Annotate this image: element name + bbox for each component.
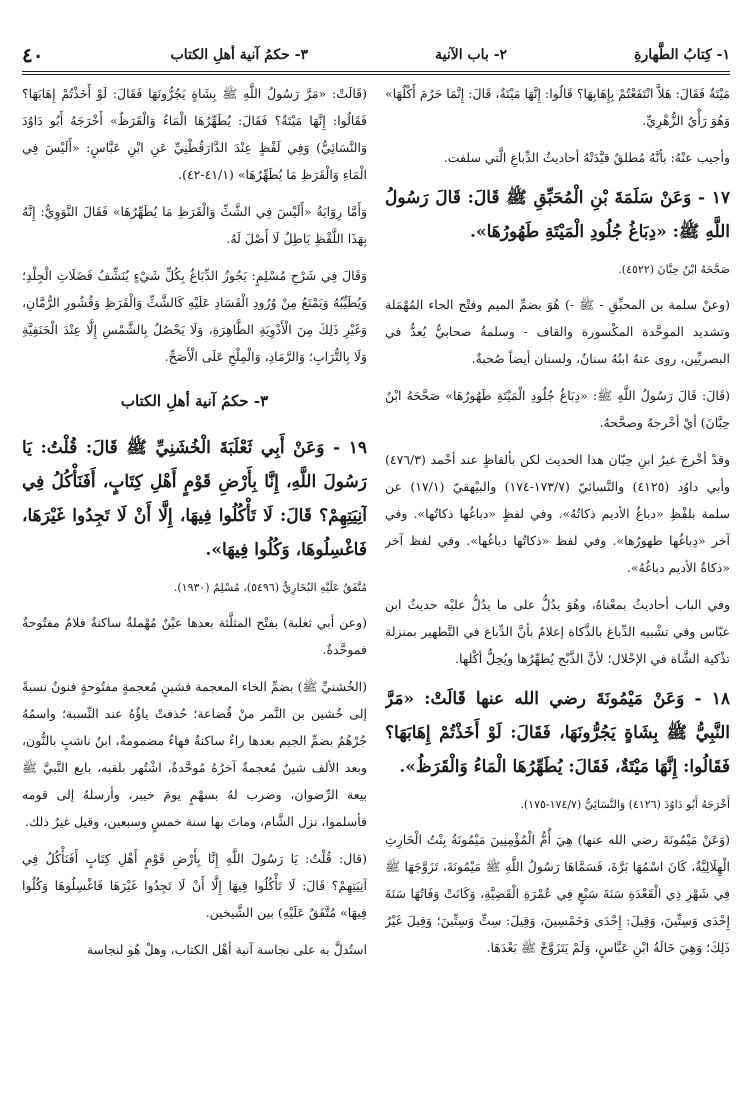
hadith-17-source: صَحَّحَهُ ابْنُ حِبَّانَ (٤٥٢٢). xyxy=(618,263,730,276)
hadith-18-source: أَخْرَجَهُ أَبُو دَاوُدَ (٤١٢٦) وَالنَّسَائِيُّ (١٧٤/٧-١٧٥). xyxy=(520,798,730,811)
hadith-19-source: مُتَّفَقٌ عَلَيْهِ البُخَارِيُّ (٥٤٩٦)، مُسْلِمٌ (١٩٣٠). xyxy=(173,581,367,594)
paragraph: (قَالَ: قَالَ رَسُولُ اللَّهِ ﷺ: «دِبَاغُ جُلُودِ الْمَيْتَةِ طَهُورُهَا» صَحَّحَهُ ابْنُ حِبَّانَ) أيْ أخْرجهُ وصحَّحهُ. xyxy=(385,388,730,430)
hadith-18: ١٨ - وَعَنْ مَيْمُونَةَ رضي الله عنها قَالَتْ: «مَرَّ النَّبِيُّ ﷺ بِشَاةٍ يَجُرُّونَهَا، فَقَالَ: لَوْ أَخَذْتُمْ إِهَابَهَا؟ فَقَالُوا: إِنَّهَا مَيْتَةٌ، فَقَالَ: يُطَهِّرُهَا الْمَاءُ وَالْقَرَظُ». xyxy=(385,689,730,777)
section-title: ٣- حكمُ آنية أهلِ الكتاب xyxy=(120,392,269,410)
paragraph: وفي الباب أحاديثُ بمعْناهُ، وهُوَ يدُلُّ على ما يدُلُّ عليْه حديثُ ابن عبّاس وفي تشْبيه الدِّباغ بالذَّكاة إعلامٌ بأنَّ الدِّباغ في التَّطهير بمنزلة تذْكية الشَّاة في الإحْلال؛ لأنَّ الذَّبْح يُطهِّرُها ويُحِلُّ أكْلها. xyxy=(385,597,730,666)
paragraph: وقدْ أخْرجَ غيرُ ابنِ حِبّان هذا الحديث لكن بألفاظٍ عند أحْمد (٤٧٦/٣) وأبي داوُد (٤١٢٥) والنَّسائيّ (١٧٣/٧-١٧٤) والبيْهقيّ (١٧/١) عن سلمة بلفْظِ «دباغُ الأديم ذكاتُهُ». وفي لفظٍ «دباغُها ذكاتُها». وفي آخر «دِباغُها طهورُها». وفي لفظ «ذكاتُها دباغُها». وفي لفظ آخر «ذكاةُ الأديم دباغُهُ». xyxy=(385,452,730,575)
header-rule-thin xyxy=(22,74,730,75)
paragraph: (قَالَتْ: «مَرَّ رَسُولُ اللَّهِ ﷺ بِشَاةٍ يَجُرُّونَهَا فَقَالَ: لَوْ أَخَذْتُمْ إِهَابَهَا؟ فَقَالُوا: إِنَّهَا مَيْتَةٌ؟ فَقَالَ: يُطَهِّرُهَا الْمَاءُ وَالْقَرَظُ» أَخْرَجَهُ أَبُو دَاوُدَ وَالنَّسَائِيُّ) وَفِي لَفْظٍ عِنْدَ الدَّارَقُطْنِيِّ عَنِ ابْنِ عَبَّاسٍ: «أَلَيْسَ فِي الْمَاءِ وَالْقَرَظِ مَا يُطَهِّرُهَا» (٤١/١-٤٢). xyxy=(22,86,367,182)
hadith-19: ١٩ - وَعَنْ أَبِي ثَعْلَبَةَ الْخُشَنِيِّ ﷺ قَالَ: قُلْتُ: يَا رَسُولَ اللَّهِ، إِنَّا بِأَرْضِ قَوْمٍ أَهْلِ كِتَابٍ، أَفَنَأْكُلُ فِي آنِيَتِهِمْ؟ قَالَ: لَا تَأْكُلُوا فِيهَا، إِلَّا أَنْ لَا تَجِدُوا غَيْرَهَا، فَاغْسِلُوهَا، وَكُلُوا فِيهَا». xyxy=(22,438,367,560)
header-chapter: ١- كِتابُ الطَّهارةِ xyxy=(634,47,730,63)
paragraph: استُدلَّ به على نجاسة آنية أهْل الكتاب، وهلْ هُو لنجاسة xyxy=(86,942,367,957)
header-subsection: ٣- حكمُ آنية أهلِ الكتاب xyxy=(170,47,309,63)
paragraph: وأجيب عنْهُ: بأنَّهُ مُطلقٌ قيَّدَتْهُ أحاديثُ الدِّباغِ الَّتي سلفت. xyxy=(443,150,730,165)
paragraph: (وعنْ سلمة بن المحبِّقِ - ﷺ -) هُوَ بضمِّ الميم وفتْح الحاء المُهْمَلة وتشديد الموحَّدة المكْسورة والقاف - وسلمةُ صحابيٌّ يُعدُّ في البصريِّين، روى عنهُ ابنُهُ سنانٌ، ولسنان أيضاً صُحبةٌ. xyxy=(385,297,730,366)
paragraph: مَيْتَةٌ فَقَالَ: هَلاَّ انْتَفَعْتُمْ بِإِهَابِهَا؟ قَالُوا: إِنَّهَا مَيْتَةٌ، قَالَ: إِنَّمَا حَرُمَ أَكْلُهَا» وَهُوَ رَأْيُ الزُّهْرِيِّ. xyxy=(385,86,730,128)
left-column xyxy=(22,80,367,1090)
running-header xyxy=(22,40,730,70)
hadith-17: ١٧ - وَعَنْ سَلَمَةَ بْنِ الْمُحَبِّقِ ﷺ قَالَ: قَالَ رَسُولُ اللَّهِ ﷺ: «دِبَاغُ جُلُودِ الْمَيْتَةِ طَهُورُهَا». xyxy=(385,188,730,242)
paragraph: (قال: قُلْتُ: يَا رَسُولَ اللَّهِ إِنَّا بِأَرْضِ قَوْمٍ أَهْلِ كِتَابٍ أَفَنَأْكُلُ فِي آنِيَتِهِمْ؟ قَالَ: لَا تَأْكُلُوا فِيهَا إِلَّا أَنْ لَا تَجِدُوا غَيْرَهَا فَاغْسِلُوهَا وَكُلُوا فِيهَا» مُتَّفَقٌ عَلَيْهِ) بين الشَّيخين. xyxy=(22,851,367,920)
paragraph: (وَعَنْ مَيْمُونَةَ رضي الله عنها) هِيَ أُمُّ الْمُؤْمِنِينَ مَيْمُونَةُ بِنْتُ الْحَارِثِ الْهِلَالِيَّةُ، كَانَ اسْمُهَا بَرَّةَ، فَسَمَّاهَا رَسُولُ اللَّهِ ﷺ مَيْمُونَةَ، تَزَوَّجَهَا ﷺ فِي شَهْرِ ذِي الْقَعْدَةِ سَنَةَ سَبْعٍ فِي عُمْرَةِ الْقَضِيَّةِ، وَكَانَتْ وَفَاتُهَا سَنَةَ إِحْدَى وَسِتِّينَ، وَقِيلَ: إِحْدَى وَخَمْسِينَ، وَقِيلَ: سِتٍّ وَسِتِّينَ؛ وَقِيلَ غَيْرُ ذَلِكَ؛ وَهِيَ خَالَةُ ابْنِ عَبَّاسٍ، وَلَمْ يَتَزَوَّجْ ﷺ بَعْدَهَا. xyxy=(385,832,730,955)
right-column xyxy=(385,80,730,1090)
paragraph: وَقَالَ فِي شَرْحِ مُسْلِمٍ: يَجُوزُ الدِّبَاغُ بِكُلِّ شَيْءٍ يُنَشِّفُ فَضَلَاتِ الْجِلْدِ؛ وَيُطَيِّبُهُ وَيَمْنَعُ مِنْ وُرُودِ الْفَسَادِ عَلَيْهِ كَالشَّثِّ وَالْقَرَظِ وَقُشُورِ الرُّمَّانِ، وَغَيْرِ ذَلِكَ مِنَ الْأَدْوِيَةِ الطَّاهِرَةِ، وَلَا يَحْصُلُ بِالشَّمْسِ إِلَّا عِنْدَ الْحَنَفِيَّةِ وَلَا بِالتُّرَابِ؛ وَالرَّمَادِ، وَالْمِلْحِ عَلَى الْأَصَحِّ. xyxy=(22,268,367,364)
paragraph: وَأَمَّا رِوَايَةُ «أَلَيْسَ فِي الشَّثِّ وَالْقَرَظِ مَا يُطَهِّرُهَا» فَقَالَ النَّوَوِيُّ: إِنَّهُ بِهَذَا اللَّفْظِ بَاطِلٌ لَا أَصْلَ لَهُ. xyxy=(22,204,367,246)
header-section: ٢- باب الآنية xyxy=(435,47,508,63)
paragraph: (وعن أبي ثعلبة) بفتْح المثلَّثة بعدها عيْنٌ مُهْملةٌ ساكنةٌ فلامٌ مفتُوحةٌ فموحَّدةٌ. xyxy=(22,615,367,657)
header-rule xyxy=(22,71,730,72)
page-number: ٤٠ xyxy=(22,43,44,67)
paragraph: (الخُشنيِّ ﷺ) بضمِّ الخاء المعجمة فشينٍ مُعجمةٍ مفتُوحةٍ فنونٌ نسبةً إلى خُشين بن النَّمر منْ قُضاعة؛ حُذفتْ ياؤُهُ عند النِّسبة؛ واسمُهُ جُرْهُمٌ بضمِّ الجيم بعدها راءٌ ساكنةٌ فهاءٌ مضمومةٌ، ابنُ ناشبٍ بالنُّون، وبعد الألف شينٌ مُعجمةٌ آخرُهُ مُوحَّدةٌ، اشْتُهر بلقبه، بايع النَّبيَّ ﷺ بيعة الرِّضوان، وضرب لهُ بسهْمٍ يومَ خيبر، وأرسلهُ إلى قومه فأسلموا، نزل الشَّام، وماتَ بها سنة خمسٍ وسبعين، وقيل غيرُ ذلك. xyxy=(22,679,367,829)
